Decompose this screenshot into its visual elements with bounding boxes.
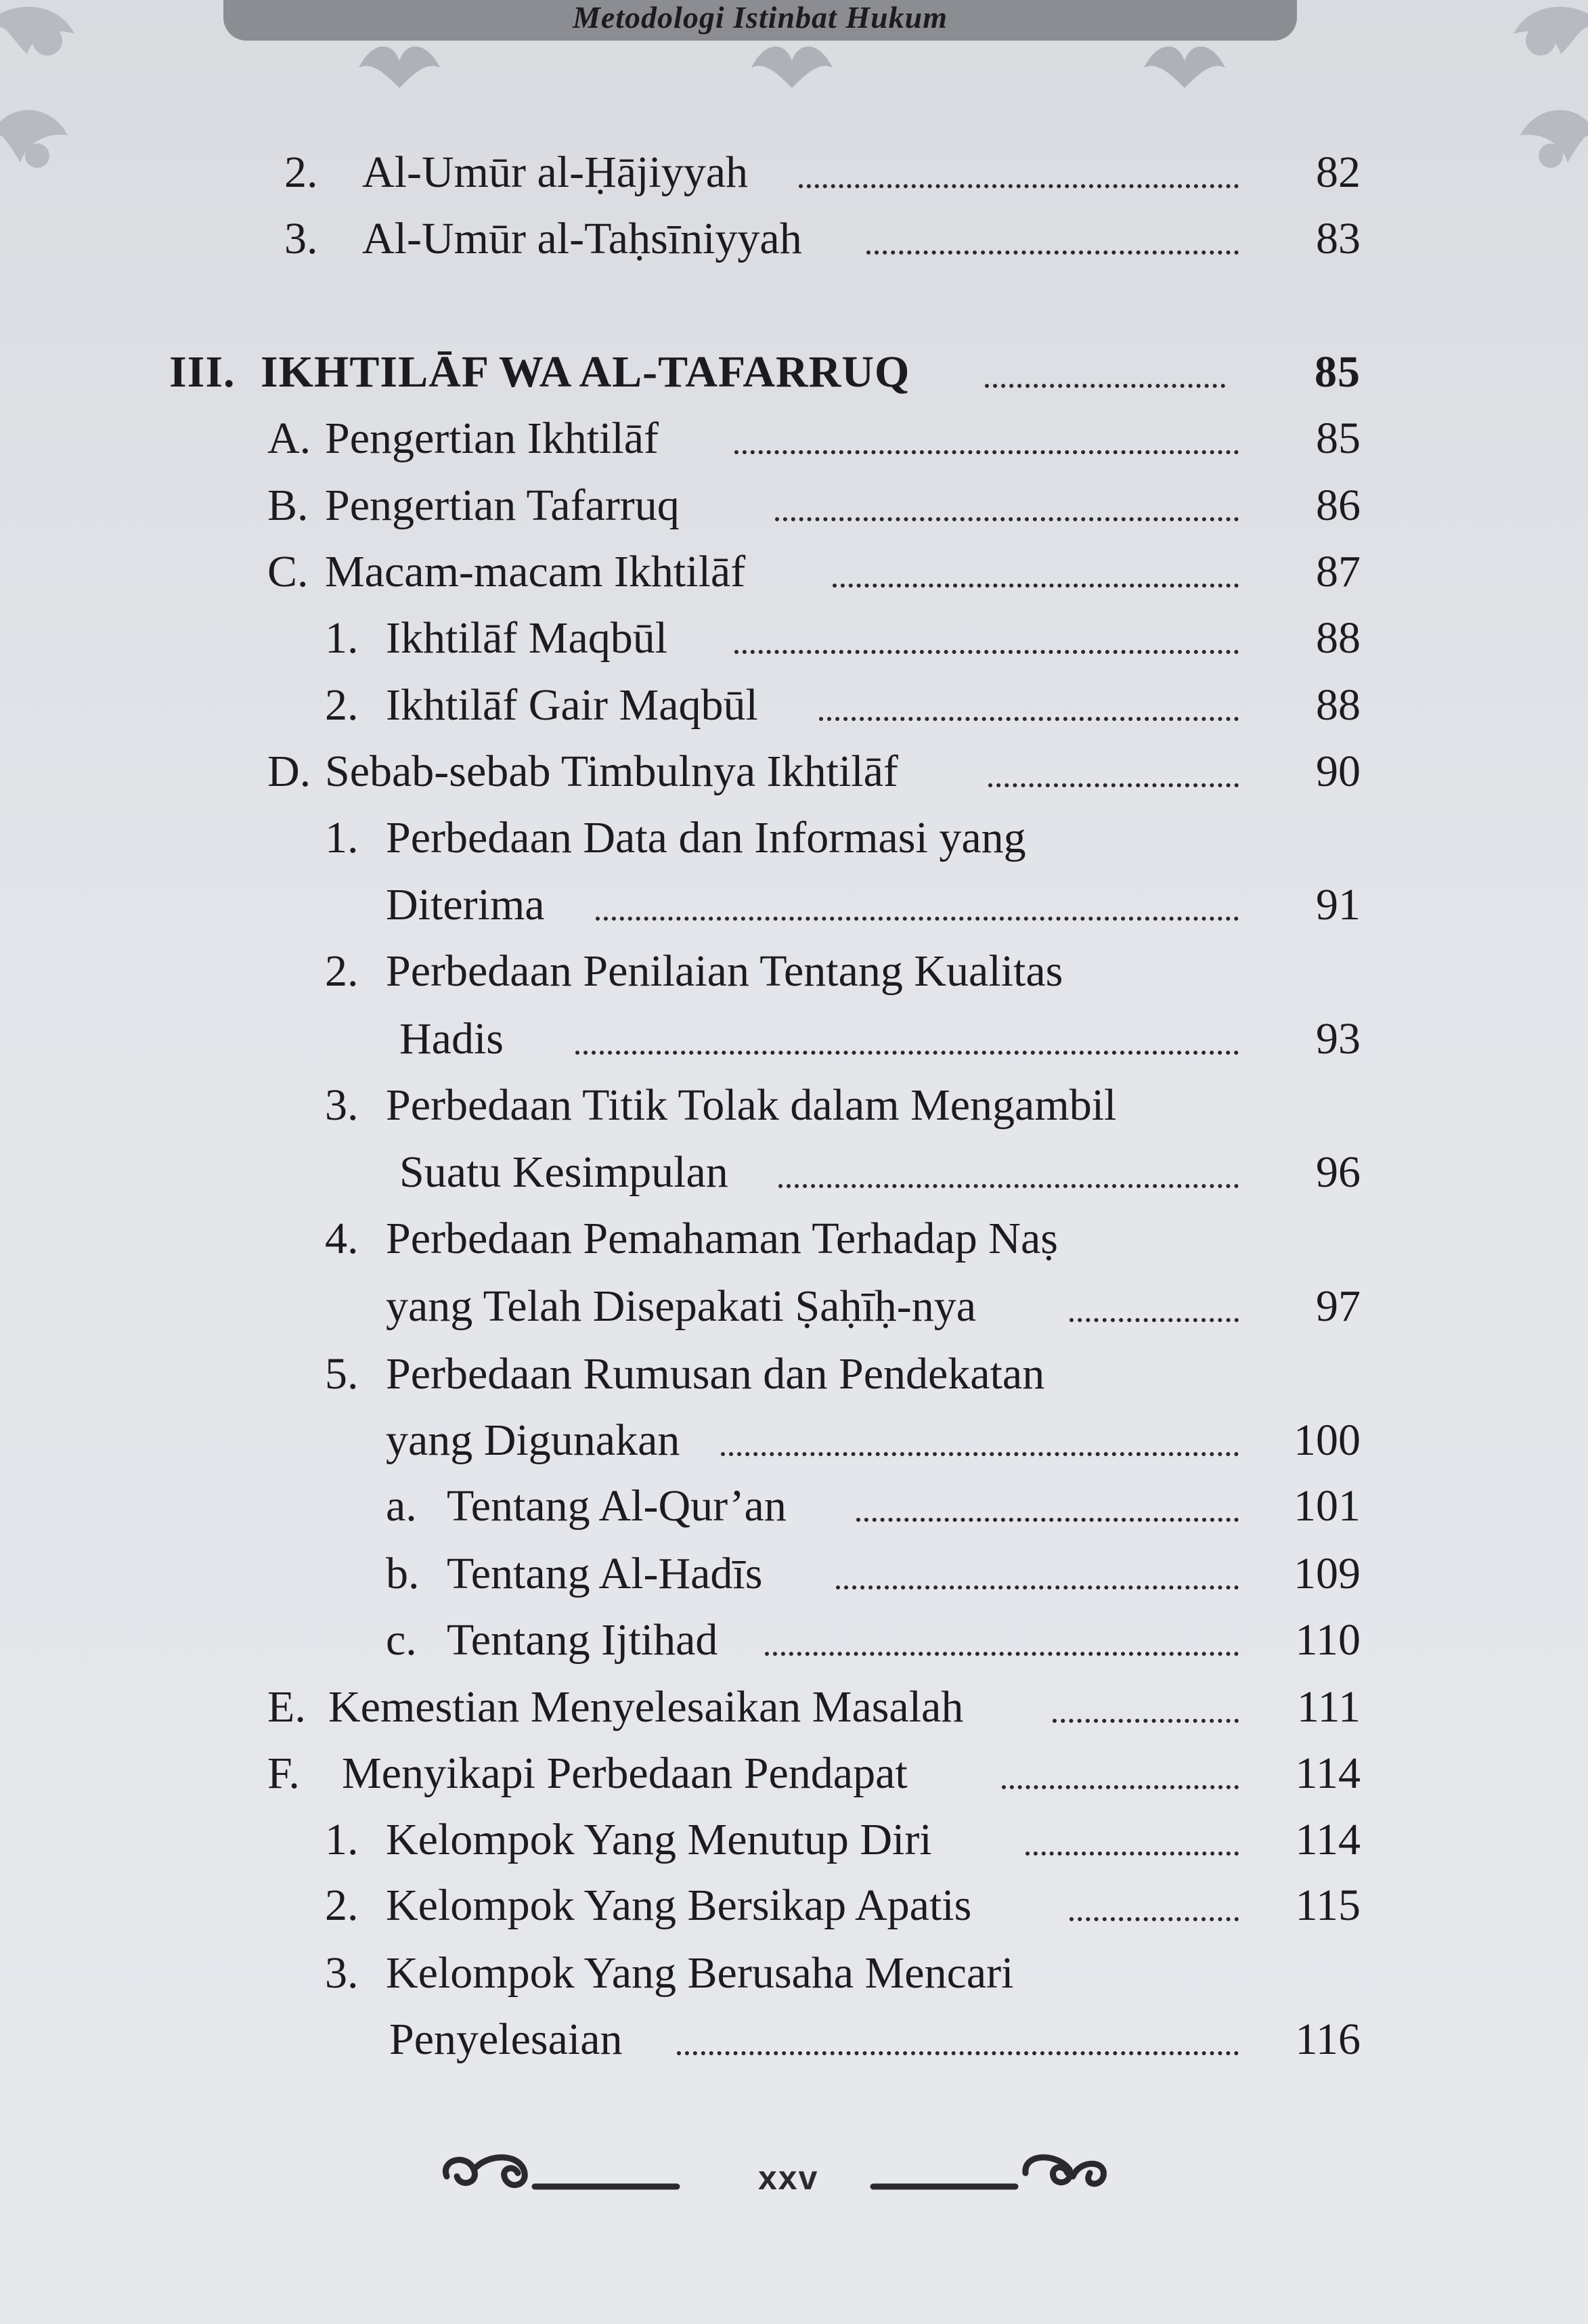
toc-number: D. (267, 747, 311, 796)
toc-title: Kelompok Yang Berusaha Mencari (386, 1948, 1014, 1998)
toc-title: Perbedaan Pemahaman Terhadap Naṣ (386, 1214, 1058, 1263)
toc-page-number: 110 (1295, 1615, 1361, 1665)
toc-entry (0, 2009, 1588, 2070)
toc-title: Perbedaan Titik Tolak dalam Mengambil (386, 1080, 1117, 1130)
toc-number: A. (267, 414, 311, 463)
leader-dots (765, 1652, 1239, 1656)
toc-page-number: 111 (1296, 1682, 1361, 1732)
toc-number: 4. (325, 1214, 359, 1263)
toc-page-number: 82 (1316, 148, 1361, 197)
toc-page-number: 87 (1316, 547, 1361, 596)
toc-entry (0, 1476, 1588, 1537)
toc-number: 1. (325, 1815, 359, 1864)
toc-title: Menyikapi Perbedaan Pendapat (342, 1749, 908, 1798)
toc-page-number: 90 (1316, 747, 1361, 796)
toc-entry (0, 1208, 1588, 1269)
leader-dots (1053, 1719, 1239, 1723)
toc-number: B. (267, 481, 309, 530)
leader-dots (1025, 1851, 1239, 1856)
toc-entry (0, 1075, 1588, 1136)
toc-entry (0, 1410, 1588, 1471)
toc-title: IKHTILĀF WA AL-TAFARRUQ (261, 347, 910, 397)
leader-dots (866, 250, 1239, 255)
toc-entry (0, 1943, 1588, 2004)
toc-page-number: 101 (1294, 1481, 1361, 1531)
leader-dots (734, 650, 1239, 654)
toc-number: 1. (325, 813, 359, 862)
toc-entry (0, 1543, 1588, 1604)
leader-dots (819, 717, 1239, 721)
toc-number: c. (386, 1615, 417, 1665)
leader-dots (1002, 1785, 1239, 1789)
toc-entry (0, 608, 1588, 669)
top-flourish-left (352, 41, 447, 95)
toc-entry (0, 875, 1588, 936)
toc-title: Sebab-sebab Timbulnya Ikhtilāf (325, 747, 898, 796)
toc-number: a. (386, 1481, 417, 1531)
toc-entry (0, 941, 1588, 1002)
toc-number: 2. (284, 148, 318, 197)
toc-title: Ikhtilāf Gair Maqbūl (386, 680, 758, 730)
toc-page-number: 109 (1294, 1549, 1361, 1598)
toc-page-number: 88 (1316, 613, 1361, 663)
toc-entry (0, 1677, 1588, 1738)
toc-page-number: 86 (1316, 481, 1361, 530)
toc-title-continued: Suatu Kesimpulan (399, 1147, 728, 1197)
toc-title-continued: Hadis (399, 1014, 504, 1064)
toc-page-number: 93 (1316, 1014, 1361, 1064)
toc-entry (0, 1875, 1588, 1936)
leader-dots (677, 2051, 1239, 2055)
toc-entry (0, 1009, 1588, 1070)
leader-dots (1069, 1318, 1239, 1322)
toc-entry (0, 675, 1588, 736)
toc-entry (0, 1344, 1588, 1405)
toc-number: 5. (325, 1349, 359, 1399)
toc-page-number: 97 (1316, 1281, 1361, 1331)
toc-entry (0, 1743, 1588, 1804)
leader-dots (596, 917, 1239, 921)
toc-title: Perbedaan Data dan Informasi yang (386, 813, 1026, 862)
leader-dots (833, 584, 1239, 588)
top-flourish-right (1137, 41, 1232, 95)
toc-number: E. (267, 1682, 306, 1732)
toc-number: 1. (325, 613, 359, 663)
toc-title: Al-Umūr al-Taḥsīniyyah (362, 214, 802, 263)
toc-page-number: 88 (1316, 680, 1361, 730)
toc-title: Perbedaan Rumusan dan Pendekatan (386, 1349, 1045, 1399)
toc-number: 3. (325, 1080, 359, 1130)
toc-title-continued: Penyelesaian (389, 2015, 623, 2064)
toc-title: Kemestian Menyelesaikan Masalah (328, 1682, 964, 1732)
leader-dots (856, 1518, 1239, 1522)
toc-title-continued: yang Digunakan (386, 1416, 680, 1465)
toc-entry (0, 808, 1588, 869)
toc-entry (0, 741, 1588, 802)
toc-page-number: 115 (1295, 1881, 1361, 1930)
toc-title: Macam-macam Ikhtilāf (325, 547, 746, 596)
toc-number: 2. (325, 946, 359, 996)
toc-entry (0, 342, 1588, 403)
toc-title-continued: Diterima (386, 880, 545, 929)
toc-page-number: 114 (1295, 1815, 1361, 1864)
leader-dots (778, 1184, 1239, 1188)
toc-entry (0, 1276, 1588, 1337)
toc-title: Pengertian Tafarruq (325, 481, 680, 530)
leader-dots (836, 1585, 1239, 1589)
leader-dots (1069, 1917, 1239, 1921)
toc-number: 2. (325, 1881, 359, 1930)
footer-ornament-left (426, 2146, 684, 2200)
toc-title-continued: yang Telah Disepakati Ṣaḥīḥ-nya (386, 1281, 977, 1331)
leader-dots (988, 783, 1239, 787)
toc-number: C. (267, 547, 309, 596)
leader-dots (985, 384, 1225, 388)
toc-entry (0, 1610, 1588, 1671)
toc-title: Al-Umūr al-Ḥājiyyah (362, 148, 748, 197)
toc-entry (0, 475, 1588, 536)
toc-number: b. (386, 1549, 420, 1598)
toc-title: Tentang Al-Hadīs (447, 1549, 763, 1598)
toc-page-number: 91 (1316, 880, 1361, 929)
toc-page-number: 114 (1295, 1749, 1361, 1798)
toc-number: F. (267, 1749, 300, 1798)
toc-entry (0, 408, 1588, 469)
toc-entry (0, 542, 1588, 602)
toc-title: Kelompok Yang Menutup Diri (386, 1815, 932, 1864)
toc-title: Tentang Ijtihad (447, 1615, 718, 1665)
toc-page-number: 96 (1316, 1147, 1361, 1197)
leader-dots (775, 517, 1239, 521)
header-title: Metodologi Istinbat Hukum (572, 0, 948, 35)
top-flourish-center (745, 41, 839, 95)
toc-page-number: 85 (1316, 414, 1361, 463)
toc-title: Tentang Al-Qur’an (447, 1481, 787, 1531)
footer-ornament-right (866, 2146, 1124, 2200)
toc-title: Kelompok Yang Bersikap Apatis (386, 1881, 972, 1930)
toc-number: 3. (325, 1948, 359, 1998)
leader-dots (721, 1452, 1239, 1456)
toc-title: Perbedaan Penilaian Tentang Kualitas (386, 946, 1063, 996)
toc-title: Ikhtilāf Maqbūl (386, 613, 668, 663)
toc-entry (0, 1810, 1588, 1870)
leader-dots (799, 184, 1239, 188)
page-number: xxv (758, 2159, 819, 2197)
toc-page-number: 100 (1294, 1416, 1361, 1465)
toc-title: Pengertian Ikhtilāf (325, 414, 659, 463)
toc-page-number: 85 (1315, 347, 1361, 397)
running-header (223, 0, 1297, 41)
toc-page-number: 116 (1295, 2015, 1361, 2064)
toc-entry (0, 1142, 1588, 1203)
toc-number: 3. (284, 214, 318, 263)
toc-page-number: 83 (1316, 214, 1361, 263)
leader-dots (575, 1051, 1239, 1055)
toc-number: III. (169, 347, 236, 397)
toc-number: 2. (325, 680, 359, 730)
toc-entry (0, 209, 1588, 269)
toc-entry (0, 142, 1588, 203)
leader-dots (734, 450, 1239, 454)
